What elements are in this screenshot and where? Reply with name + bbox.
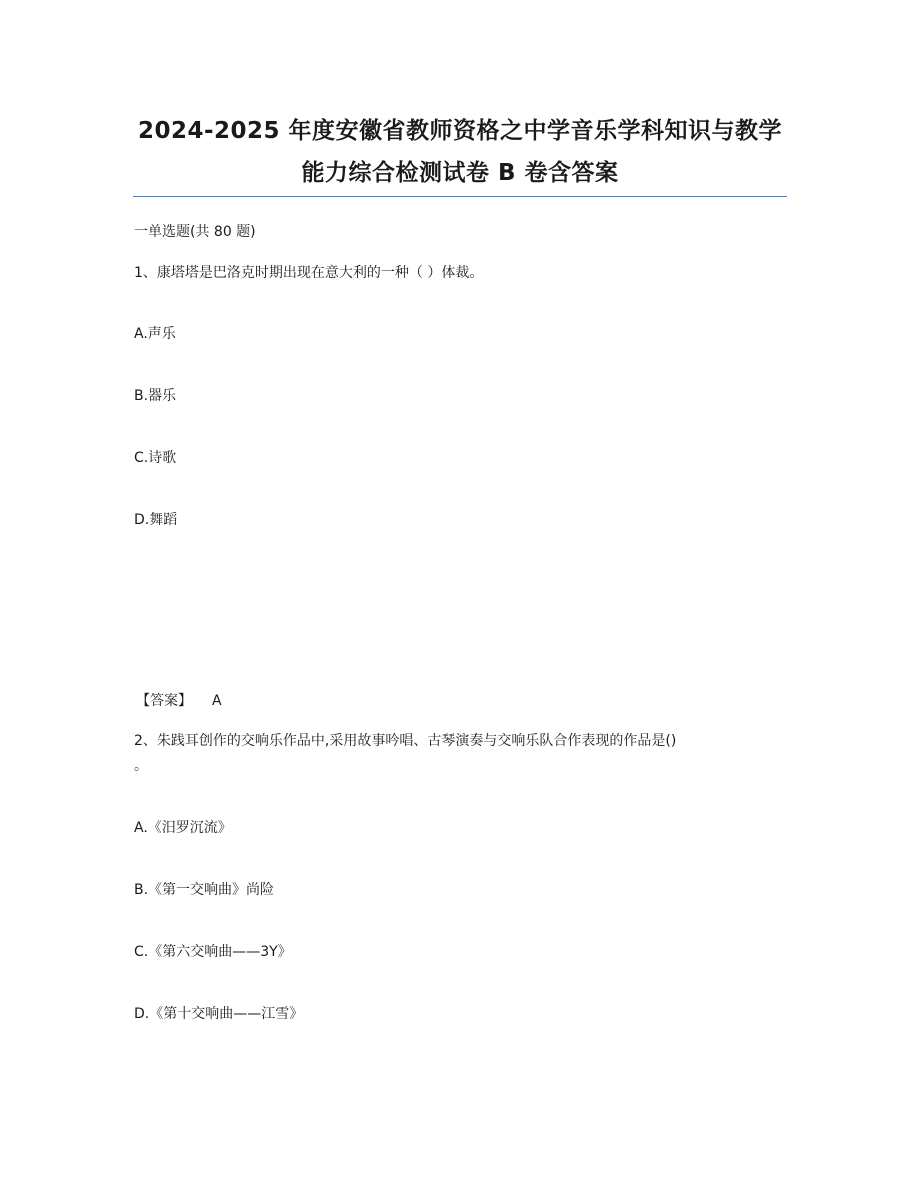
question-1-stem: 1、康塔塔是巴洛克时期出现在意大利的一种（ ）体裁。 (134, 265, 484, 281)
question-1-option-b: B.器乐 (134, 388, 177, 404)
question-1-option-d: D.舞蹈 (134, 512, 178, 528)
section-heading: 一单选题(共 80 题) (134, 224, 256, 240)
question-2-option-c: C.《第六交响曲——3Y》 (134, 944, 292, 960)
question-2-stem-tail: 。 (134, 758, 148, 774)
question-2-option-b: B.《第一交响曲》尚险 (134, 882, 275, 898)
title-divider (133, 196, 787, 197)
question-1-answer-value: A (212, 693, 222, 709)
document-title-line-1: 2024-2025 年度安徽省教师资格之中学音乐学科知识与教学 (137, 118, 783, 144)
question-2-option-a: A.《汨罗沉流》 (134, 820, 232, 836)
question-1-option-a: A.声乐 (134, 326, 176, 342)
question-1-answer-label: 【答案】 (136, 693, 192, 709)
question-2-stem: 2、朱践耳创作的交响乐作品中,采用故事吟唱、古琴演奏与交响乐队合作表现的作品是() (134, 733, 677, 749)
question-2-option-d: D.《第十交响曲——江雪》 (134, 1006, 304, 1022)
question-1-option-c: C.诗歌 (134, 450, 177, 466)
document-title-line-2: 能力综合检测试卷 B 卷含答案 (301, 160, 619, 186)
